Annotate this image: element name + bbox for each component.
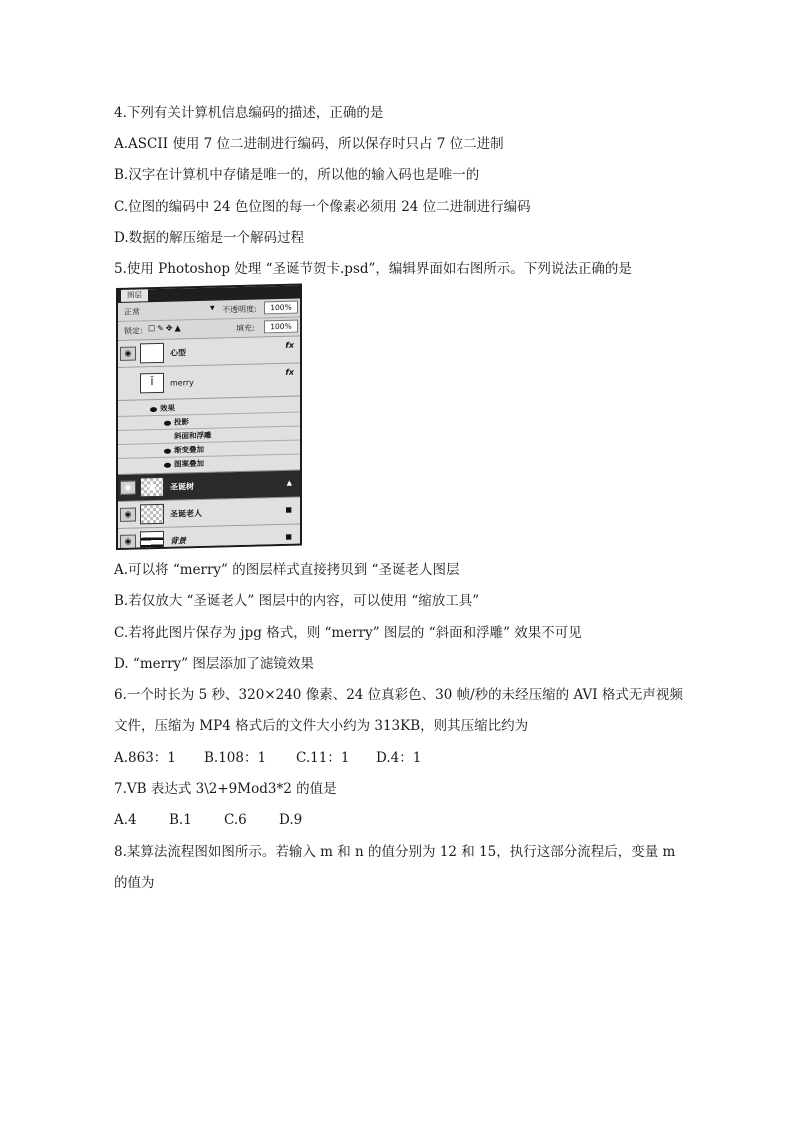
- layer-merry[interactable]: [118, 364, 300, 401]
- layer-name: 心型: [170, 348, 186, 358]
- effect-pattern-overlay[interactable]: 图案叠加: [118, 455, 300, 472]
- eye-icon[interactable]: [164, 462, 171, 467]
- fx-icon: fx: [285, 340, 294, 350]
- fx-icon: fx: [285, 367, 294, 377]
- q6-option-c: C.11：1: [296, 750, 350, 766]
- q7-stem: 7.VB 表达式 3\2+9Mod3*2 的值是: [114, 781, 337, 797]
- q7-option-a: A.4: [114, 812, 137, 828]
- q5-stem: 5.使用 Photoshop 处理 “圣诞节贺卡.psd”，编辑界面如右图所示。下列说法正确的是: [114, 261, 632, 277]
- effect-bevel-emboss[interactable]: 斜面和浮雕: [118, 427, 300, 445]
- q5-option-a: A.可以将 “merry” 的图层样式直接拷贝到 “圣诞老人图层: [114, 562, 460, 578]
- layers-tab[interactable]: 图层: [121, 289, 148, 302]
- text-layer-thumbnail: Ϊ: [140, 373, 164, 394]
- eye-icon[interactable]: ◉: [120, 508, 136, 522]
- eye-icon[interactable]: ◉: [120, 347, 136, 361]
- q8-stem-line2: 的值为: [114, 875, 155, 891]
- q6-stem-line2: 文件，压缩为 MP4 格式后的文件大小约为 313KB，则其压缩比约为: [114, 718, 529, 734]
- q8-stem-line1: 8.某算法流程图如图所示。若输入 m 和 n 的值分别为 12 和 15，执行这部分流程后，变量 m: [114, 844, 676, 860]
- q5-option-c: C.若将此图片保存为 jpg 格式，则 “merry” 图层的 “斜面和浮雕” 效果不可见: [114, 625, 582, 641]
- effects-header[interactable]: 效果: [118, 399, 300, 417]
- q7-options: [114, 811, 302, 829]
- lock-label: 锁定:: [124, 326, 143, 336]
- q6-option-d: D.4：1: [376, 750, 422, 766]
- lock-icon: ▲: [286, 478, 292, 487]
- effect-gradient-overlay[interactable]: 渐变叠加: [118, 441, 300, 459]
- q6-stem-line1: 6.一个时长为 5 秒、320×240 像素、24 位真彩色、30 帧/秒的未经压缩的 AVI 格式无声视频: [114, 687, 683, 703]
- q7-option-c: C.6: [224, 812, 247, 828]
- q5-option-b: B.若仅放大 “圣诞老人” 图层中的内容，可以使用 “缩放工具”: [114, 593, 480, 609]
- layer-thumbnail: [140, 504, 164, 525]
- layer-background[interactable]: [118, 525, 300, 550]
- fill-label: 填充:: [236, 323, 255, 334]
- q7-option-d: D.9: [279, 812, 303, 828]
- eye-icon[interactable]: [164, 448, 171, 453]
- q5-option-d: D. “merry” 图层添加了滤镜效果: [114, 656, 314, 672]
- opacity-label: 不透明度:: [222, 304, 257, 315]
- q6-option-b: B.108：1: [204, 750, 267, 766]
- blend-mode-select[interactable]: 正常: [124, 307, 140, 317]
- layer-thumbnail: [140, 531, 164, 550]
- fill-input[interactable]: 100%: [264, 320, 298, 334]
- eye-icon[interactable]: ◉: [120, 535, 136, 549]
- effect-drop-shadow[interactable]: 投影: [118, 413, 300, 431]
- lock-icon: ■: [285, 532, 292, 541]
- q7-option-b: B.1: [169, 812, 192, 828]
- q4-stem: 4.下列有关计算机信息编码的描述，正确的是: [114, 105, 384, 121]
- q4-option-c: C.位图的编码中 24 色位图的每一个像素必须用 24 位二进制进行编码: [114, 199, 531, 215]
- eye-icon[interactable]: [164, 420, 171, 425]
- photoshop-layers-panel: [116, 283, 302, 550]
- q6-option-a: A.863：1: [114, 750, 176, 766]
- q4-option-b: B.汉字在计算机中存储是唯一的，所以他的输入码也是唯一的: [114, 167, 480, 183]
- lock-icon: ■: [285, 505, 292, 514]
- layer-name: 圣诞老人: [170, 508, 202, 519]
- layer-name: 背景: [170, 536, 186, 546]
- layer-thumbnail: ▲: [140, 477, 164, 498]
- eye-icon[interactable]: ◉: [120, 481, 136, 495]
- q4-option-d: D.数据的解压缩是一个解码过程: [114, 230, 305, 246]
- opacity-input[interactable]: 100%: [264, 301, 298, 315]
- q6-options: [114, 749, 421, 767]
- effects-list: [118, 397, 300, 475]
- eye-icon[interactable]: [150, 406, 157, 411]
- layer-thumbnail: [140, 343, 164, 364]
- layer-name: 圣诞树: [170, 482, 194, 492]
- caret-down-icon[interactable]: ▼: [210, 304, 215, 312]
- layer-name: merry: [170, 378, 194, 388]
- q4-option-a: A.ASCII 使用 7 位二进制进行编码，所以保存时只占 7 位二进制: [114, 136, 504, 152]
- lock-options-icon[interactable]: ☐✎✥▲: [148, 323, 183, 334]
